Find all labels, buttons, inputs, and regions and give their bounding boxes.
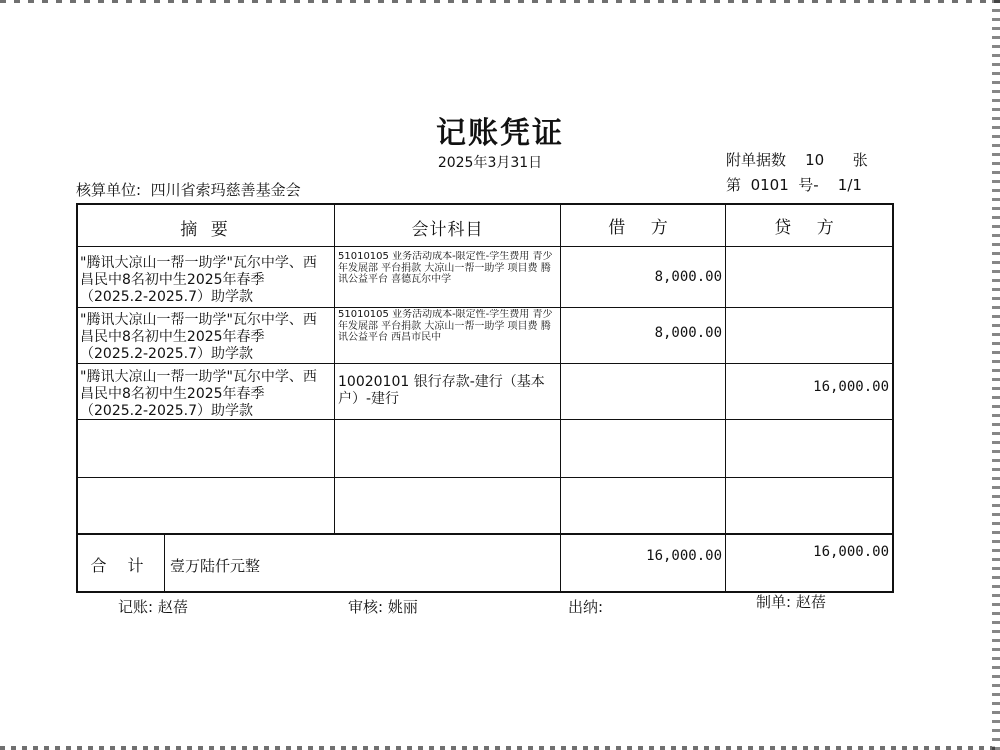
entry-credit: 16,000.00 [813,379,889,395]
entry-account: 51010105 业务活动成本-限定性-学生费用 青少年发展部 平台捐款 大凉山一帮一助学 项目费 腾讯公益平台 喜德瓦尔中学 [338,251,553,285]
attachments-info [726,149,868,170]
row-sep-3 [76,419,894,420]
row-sep-4 [76,477,894,478]
header-credit: 贷 方 [774,218,844,238]
unit-label: 核算单位: [76,181,142,199]
row-sep-total [76,533,894,535]
total-credit: 16,000.00 [813,544,889,560]
attachments-label: 附单据数 [726,151,787,169]
header-summary: 摘 要 [180,220,232,240]
row-sep-2 [76,363,894,364]
total-label-sep [164,533,165,593]
row-sep-header [76,246,894,247]
voucher-number [726,174,862,195]
total-debit: 16,000.00 [646,548,722,564]
entry-summary: "腾讯大凉山一帮一助学"瓦尔中学、西昌民中8名初中生2025年春季（2025.2-2025.7）助学款 [80,312,317,362]
entry-debit: 8,000.00 [654,269,722,285]
voucher-title: 记账凭证 [436,116,564,151]
voucher-date: 2025年3月31日 [437,155,543,171]
attachments-unit: 张 [852,151,868,169]
entry-summary: "腾讯大凉山一帮一助学"瓦尔中学、西昌民中8名初中生2025年春季（2025.2-2025.7）助学款 [80,255,317,305]
scan-edge-bottom [0,746,1000,750]
number-prefix: 第 [726,176,742,194]
entry-summary: "腾讯大凉山一帮一助学"瓦尔中学、西昌民中8名初中生2025年春季（2025.2-2025.7）助学款 [80,369,317,419]
signature-preparer: 制单: 赵蓓 [756,593,826,611]
page-indicator: 1/1 [837,176,862,194]
attachments-count: 10 [805,151,825,169]
entry-debit: 8,000.00 [654,325,722,341]
header-account: 会计科目 [411,220,484,240]
entry-account: 51010105 业务活动成本-限定性-学生费用 青少年发展部 平台捐款 大凉山一帮一助学 项目费 腾讯公益平台 西昌市民中 [338,309,553,343]
number-value: 0101 [750,176,789,194]
accounting-unit [76,179,301,200]
header-debit: 借 方 [608,218,678,238]
total-label: 合 计 [90,556,152,575]
table-border-top [76,203,894,205]
scan-edge-top [0,0,1000,3]
number-suffix: 号- [798,176,819,194]
voucher-table [76,203,894,593]
signature-cashier: 出纳: [568,598,604,616]
signature-bookkeeper: 记账: 赵蓓 [118,598,188,616]
unit-name: 四川省索玛慈善基金会 [150,181,301,199]
total-amount-words: 壹万陆仟元整 [170,557,261,575]
signature-auditor: 审核: 姚丽 [348,598,418,616]
entry-account: 10020101 银行存款-建行（基本户）-建行 [338,374,545,407]
row-sep-1 [76,307,894,308]
col-sep-1 [334,203,335,533]
